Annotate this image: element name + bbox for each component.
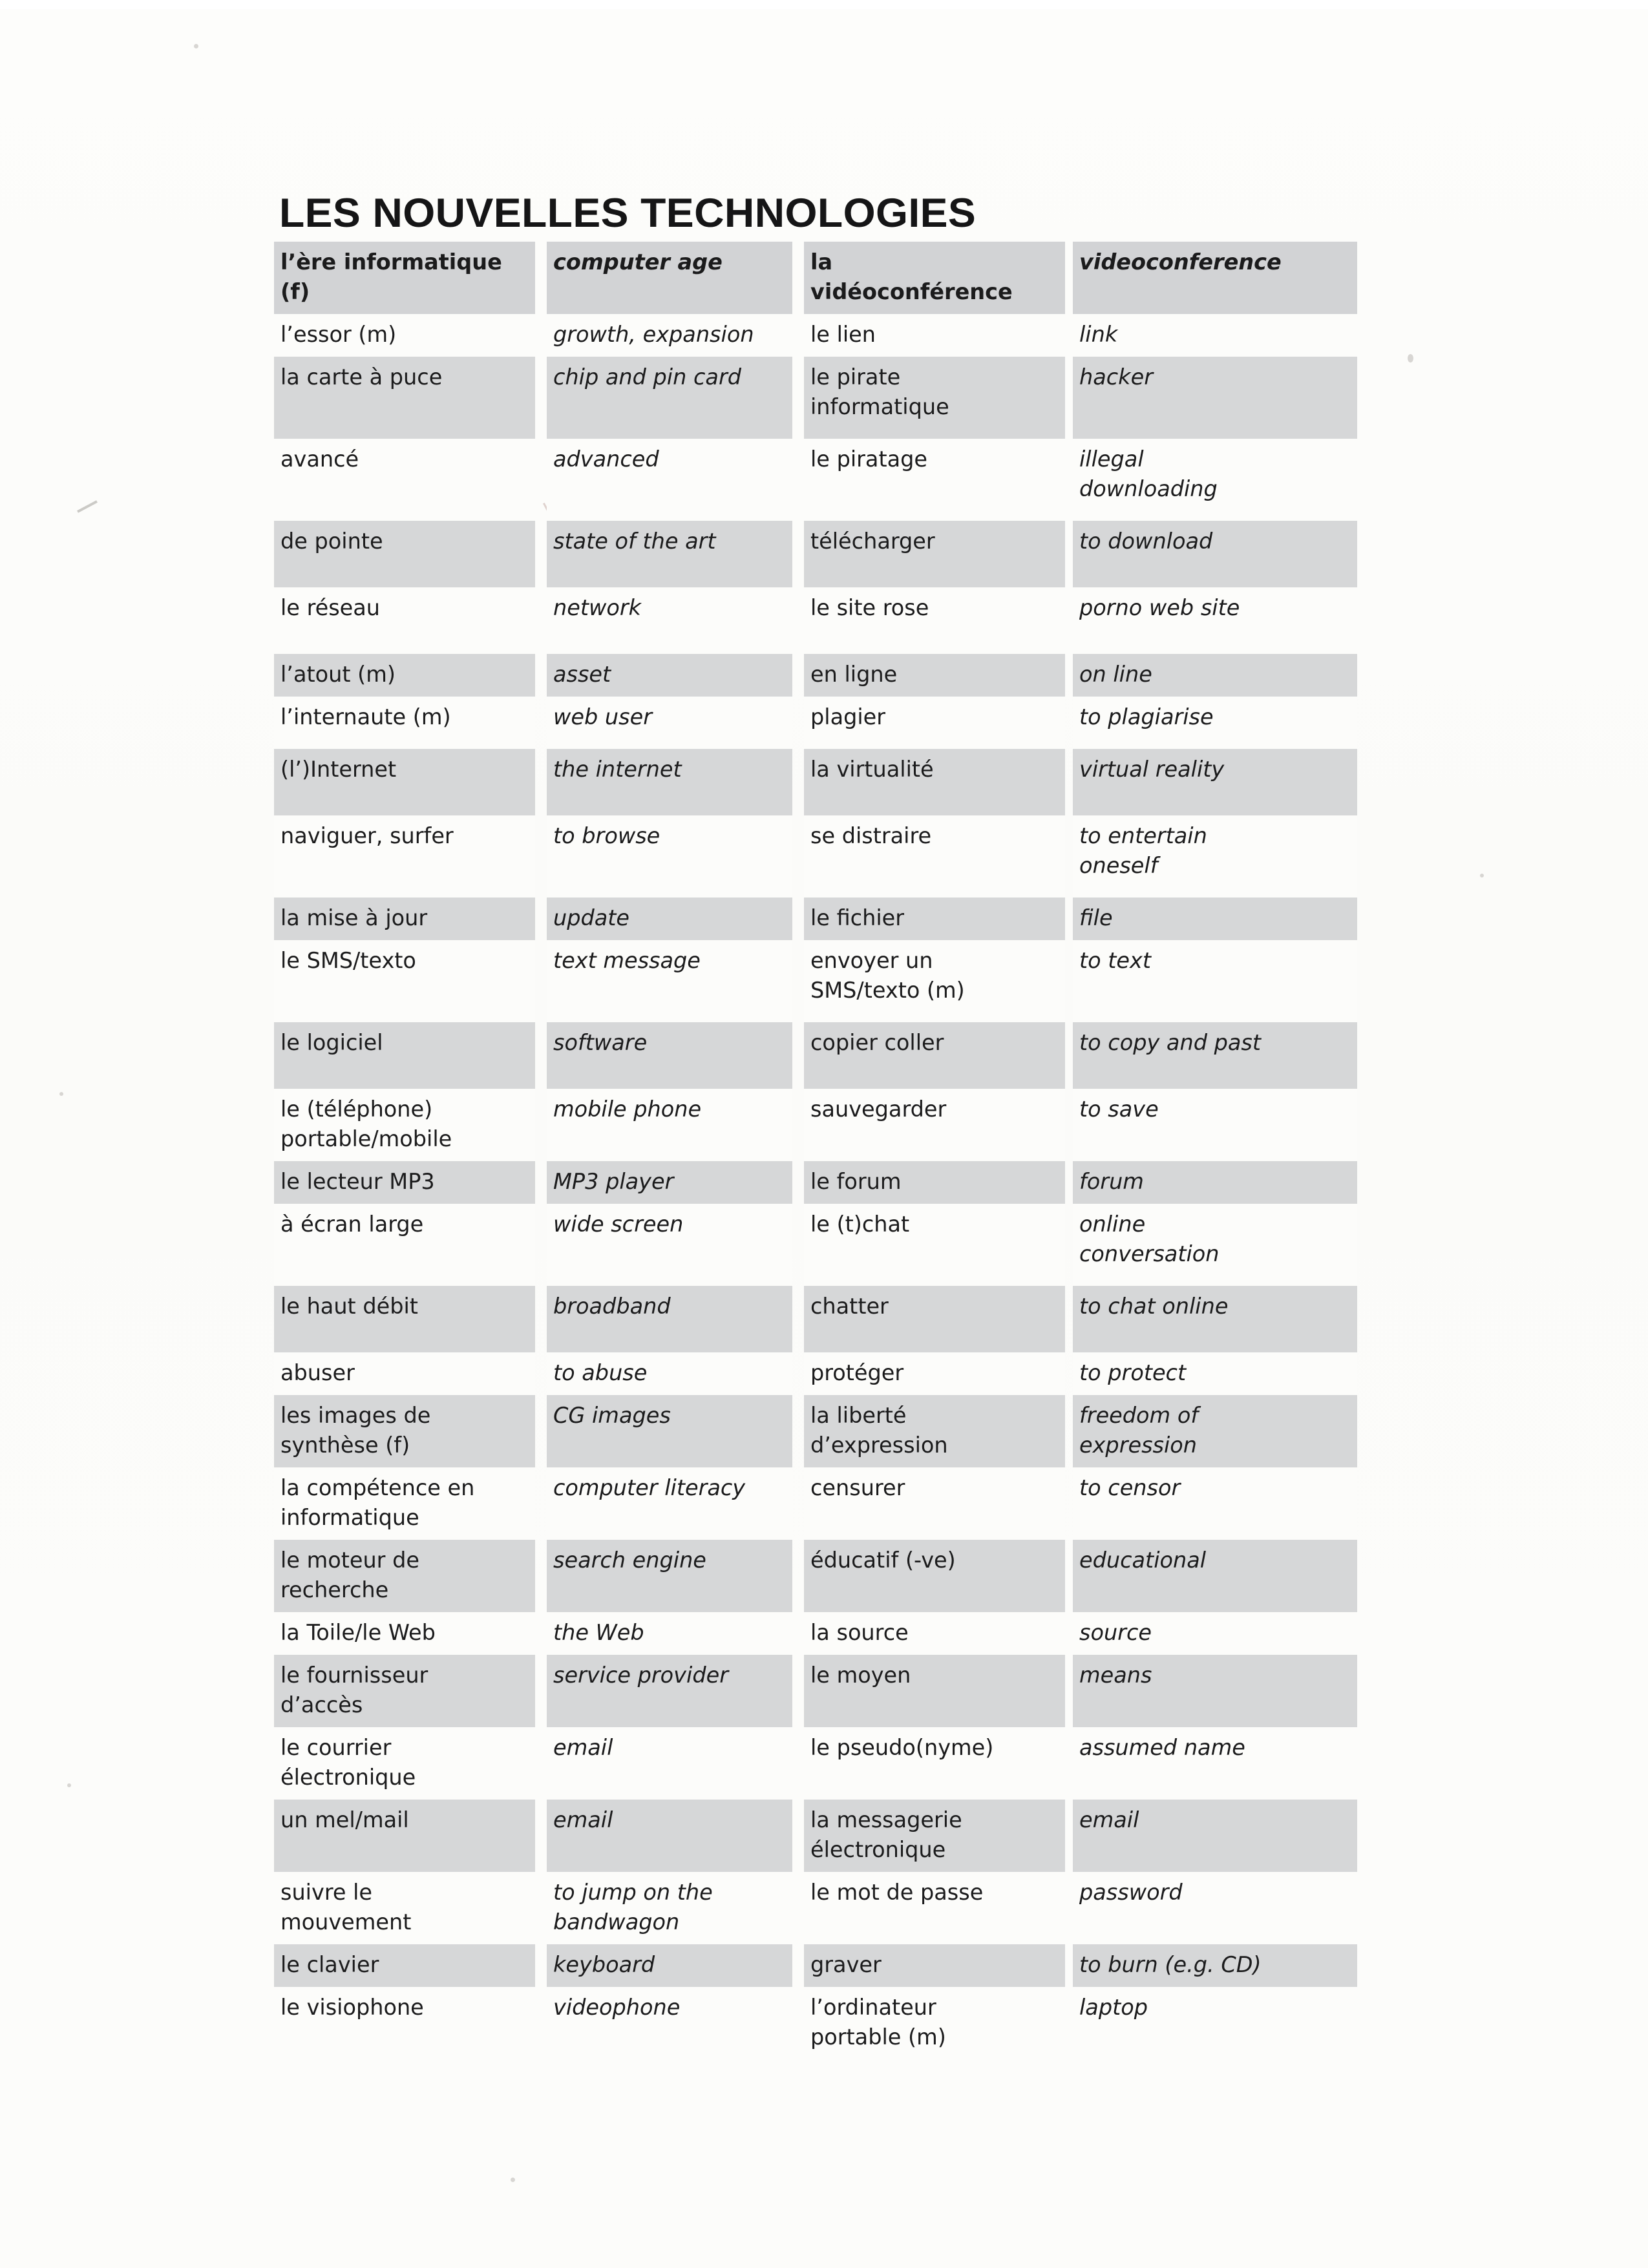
table-cell-en_right — [1073, 1987, 1357, 2059]
table-cell-line: plagier — [810, 704, 886, 730]
table-cell-fr_right — [804, 1727, 1065, 1800]
table-cell-line: to entertain — [1079, 823, 1207, 848]
table-cell-line: télécharger — [810, 529, 935, 554]
table-cell-en_left — [547, 314, 792, 357]
table-cell-en_right — [1073, 1655, 1357, 1727]
table-cell-en_left — [547, 1286, 792, 1352]
table-cell-fr_right — [804, 1944, 1065, 1987]
table-cell-en_left — [547, 654, 792, 697]
table-cell-en_right — [1073, 314, 1357, 357]
table-cell-line: to download — [1079, 529, 1213, 554]
vocabulary-table — [274, 242, 1366, 2059]
table-cell-line: copier coller — [810, 1030, 944, 1055]
table-cell-fr_left — [274, 1987, 535, 2059]
table-cell-fr_right — [804, 898, 1065, 940]
table-cell-line: informatique — [280, 1505, 419, 1530]
scan-artifact-speck-a — [194, 44, 198, 48]
table-cell-line: le visiophone — [280, 1995, 424, 2020]
table-row — [274, 1352, 1366, 1395]
scan-artifact-speck-d — [59, 1092, 63, 1096]
table-cell-fr_right — [804, 1022, 1065, 1089]
table-cell-line: le haut débit — [280, 1294, 418, 1319]
table-cell-en_right — [1073, 1467, 1357, 1540]
table-cell-en_left — [547, 1204, 792, 1286]
table-cell-en_left — [547, 1655, 792, 1727]
table-cell-line: bandwagon — [553, 1909, 680, 1935]
table-cell-en_left — [547, 1089, 792, 1161]
table-cell-en_left — [547, 940, 792, 1022]
table-row — [274, 1286, 1366, 1352]
table-cell-line: portable (m) — [810, 2024, 946, 2050]
table-cell-line: service provider — [553, 1663, 728, 1688]
table-cell-fr_right — [804, 1800, 1065, 1872]
table-cell-fr_right — [804, 1204, 1065, 1286]
table-cell-en_left — [547, 697, 792, 749]
table-cell-line: naviguer, surfer — [280, 823, 454, 848]
table-cell-fr_right — [804, 1395, 1065, 1467]
table-cell-line: text message — [553, 948, 701, 973]
table-cell-line: d’accès — [280, 1692, 363, 1717]
table-cell-fr_right — [804, 1612, 1065, 1655]
table-cell-line: advanced — [553, 446, 659, 472]
table-cell-line: éducatif (-ve) — [810, 1548, 956, 1573]
table-row — [274, 1022, 1366, 1089]
table-cell-line: to abuse — [553, 1360, 648, 1385]
table-cell-line: le lien — [810, 322, 876, 347]
table-cell-en_right — [1073, 654, 1357, 697]
table-cell-line: to text — [1079, 948, 1151, 973]
table-cell-line: to burn (e.g. CD) — [1079, 1952, 1262, 1977]
table-cell-line: la liberté — [810, 1403, 907, 1428]
table-cell-line: (l’)Internet — [280, 757, 397, 782]
column-header-line: computer age — [553, 249, 723, 275]
table-cell-line: le réseau — [280, 595, 381, 620]
table-row — [274, 1987, 1366, 2059]
table-cell-fr_right — [804, 357, 1065, 439]
table-cell-en_right — [1073, 1800, 1357, 1872]
table-cell-line: le (téléphone) — [280, 1097, 433, 1122]
table-cell-line: computer literacy — [553, 1475, 746, 1500]
scan-artifact-speck-e — [67, 1783, 71, 1787]
table-cell-line: avancé — [280, 446, 359, 472]
table-header-row — [274, 242, 1366, 314]
table-cell-line: downloading — [1079, 476, 1218, 501]
table-row — [274, 1612, 1366, 1655]
table-row — [274, 357, 1366, 439]
table-cell-line: password — [1079, 1880, 1183, 1905]
table-cell-en_right — [1073, 1204, 1357, 1286]
table-cell-line: chip and pin card — [553, 364, 741, 390]
table-cell-line: le pirate — [810, 364, 901, 390]
table-cell-fr_left — [274, 1161, 535, 1204]
table-cell-en_left — [547, 1987, 792, 2059]
table-cell-line: porno web site — [1079, 595, 1240, 620]
table-cell-line: graver — [810, 1952, 882, 1977]
table-cell-line: à écran large — [280, 1212, 424, 1237]
table-row — [274, 697, 1366, 749]
table-cell-en_right — [1073, 439, 1357, 521]
table-cell-line: informatique — [810, 394, 949, 419]
table-cell-line: électronique — [810, 1837, 946, 1862]
table-cell-line: keyboard — [553, 1952, 655, 1977]
table-cell-fr_left — [274, 1022, 535, 1089]
table-cell-line: suivre le — [280, 1880, 373, 1905]
table-row — [274, 1800, 1366, 1872]
table-cell-fr_left — [274, 1352, 535, 1395]
table-cell-line: en ligne — [810, 662, 898, 687]
column-header-line: l’ère informatique — [280, 249, 502, 275]
table-cell-line: update — [553, 905, 630, 930]
table-cell-line: portable/mobile — [280, 1126, 452, 1151]
table-cell-line: virtual reality — [1079, 757, 1225, 782]
table-cell-en_left — [547, 587, 792, 654]
table-cell-line: la virtualité — [810, 757, 934, 782]
table-cell-en_right — [1073, 1395, 1357, 1467]
table-cell-en_left — [547, 1727, 792, 1800]
table-cell-en_right — [1073, 1352, 1357, 1395]
table-cell-fr_left — [274, 521, 535, 587]
table-cell-fr_left — [274, 1872, 535, 1944]
table-cell-en_right — [1073, 1161, 1357, 1204]
table-cell-en_right — [1073, 898, 1357, 940]
table-cell-fr_right — [804, 1352, 1065, 1395]
table-cell-line: videophone — [553, 1995, 681, 2020]
table-cell-fr_left — [274, 940, 535, 1022]
table-cell-en_right — [1073, 1089, 1357, 1161]
table-cell-line: recherche — [280, 1577, 389, 1602]
table-cell-line: SMS/texto (m) — [810, 978, 965, 1003]
scan-artifact-speck-f — [511, 2178, 515, 2182]
column-header-line: videoconference — [1079, 249, 1282, 275]
table-cell-line: sauvegarder — [810, 1097, 947, 1122]
table-row — [274, 1655, 1366, 1727]
table-cell-en_left — [547, 439, 792, 521]
table-row — [274, 1727, 1366, 1800]
table-cell-line: la mise à jour — [280, 905, 428, 930]
table-cell-fr_left — [274, 1612, 535, 1655]
table-cell-en_left — [547, 1022, 792, 1089]
table-cell-fr_right — [804, 521, 1065, 587]
table-cell-fr_right — [804, 1540, 1065, 1612]
column-header-line: (f) — [280, 279, 310, 304]
table-cell-fr_right — [804, 1089, 1065, 1161]
table-cell-line: synthèse (f) — [280, 1433, 410, 1458]
table-cell-line: le site rose — [810, 595, 929, 620]
table-cell-fr_right — [804, 1872, 1065, 1944]
scan-artifact-speck-c — [1480, 874, 1484, 877]
table-cell-en_right — [1073, 1022, 1357, 1089]
table-cell-line: link — [1079, 322, 1118, 347]
table-cell-en_left — [547, 521, 792, 587]
table-cell-line: le fichier — [810, 905, 905, 930]
table-row — [274, 898, 1366, 940]
table-cell-line: educational — [1079, 1548, 1207, 1573]
table-cell-line: chatter — [810, 1294, 889, 1319]
table-cell-line: the Web — [553, 1620, 644, 1645]
table-cell-fr_right — [804, 1655, 1065, 1727]
table-cell-line: le lecteur MP3 — [280, 1169, 435, 1194]
scan-artifact-mark-left — [77, 500, 98, 512]
table-row — [274, 587, 1366, 654]
table-cell-line: la Toile/le Web — [280, 1620, 436, 1645]
column-header-line: vidéoconférence — [810, 279, 1013, 304]
table-cell-line: l’atout (m) — [280, 662, 396, 687]
table-cell-fr_left — [274, 439, 535, 521]
table-cell-line: email — [1079, 1807, 1139, 1832]
table-cell-line: hacker — [1079, 364, 1153, 390]
table-cell-line: un mel/mail — [280, 1807, 409, 1832]
table-cell-fr_right — [804, 1467, 1065, 1540]
table-cell-en_left — [547, 749, 792, 815]
table-cell-en_right — [1073, 1286, 1357, 1352]
table-cell-line: le forum — [810, 1169, 902, 1194]
table-cell-en_right — [1073, 940, 1357, 1022]
table-cell-line: le SMS/texto — [280, 948, 416, 973]
table-cell-line: network — [553, 595, 642, 620]
table-cell-fr_right — [804, 940, 1065, 1022]
table-cell-en_left — [547, 1944, 792, 1987]
table-cell-en_right — [1073, 1727, 1357, 1800]
table-cell-line: se distraire — [810, 823, 932, 848]
table-cell-line: illegal — [1079, 446, 1144, 472]
table-cell-fr_right — [804, 697, 1065, 749]
table-cell-line: forum — [1079, 1169, 1144, 1194]
table-cell-en_right — [1073, 1612, 1357, 1655]
table-cell-fr_left — [274, 1727, 535, 1800]
table-cell-line: l’ordinateur — [810, 1995, 936, 2020]
table-cell-line: to save — [1079, 1097, 1159, 1122]
table-cell-fr_left — [274, 1089, 535, 1161]
table-cell-fr_left — [274, 815, 535, 898]
table-cell-line: to jump on the — [553, 1880, 713, 1905]
table-cell-line: l’essor (m) — [280, 322, 397, 347]
page-title: LES NOUVELLES TECHNOLOGIES — [279, 191, 977, 236]
table-cell-fr_left — [274, 1395, 535, 1467]
table-cell-line: software — [553, 1030, 648, 1055]
table-row — [274, 1204, 1366, 1286]
table-cell-en_right — [1073, 1872, 1357, 1944]
table-cell-line: abuser — [280, 1360, 355, 1385]
table-cell-line: le fournisseur — [280, 1663, 428, 1688]
table-cell-en_left — [547, 1612, 792, 1655]
table-row — [274, 1944, 1366, 1987]
table-row — [274, 940, 1366, 1022]
table-cell-fr_right — [804, 815, 1065, 898]
column-header-fr_right — [804, 242, 1065, 314]
table-cell-en_right — [1073, 357, 1357, 439]
table-cell-en_left — [547, 357, 792, 439]
table-cell-fr_right — [804, 314, 1065, 357]
table-cell-line: expression — [1079, 1433, 1198, 1458]
table-cell-line: le moteur de — [280, 1548, 419, 1573]
table-cell-line: l’internaute (m) — [280, 704, 451, 730]
table-cell-fr_left — [274, 357, 535, 439]
table-cell-line: freedom of — [1079, 1403, 1199, 1428]
table-cell-line: le pseudo(nyme) — [810, 1735, 994, 1760]
table-cell-line: oneself — [1079, 853, 1158, 878]
table-row — [274, 439, 1366, 521]
table-cell-line: le courrier — [280, 1735, 392, 1760]
table-cell-line: CG images — [553, 1403, 671, 1428]
table-row — [274, 1540, 1366, 1612]
table-cell-fr_right — [804, 1161, 1065, 1204]
table-cell-fr_left — [274, 1467, 535, 1540]
table-cell-en_right — [1073, 587, 1357, 654]
table-cell-line: les images de — [280, 1403, 431, 1428]
table-cell-line: to protect — [1079, 1360, 1187, 1385]
page-top-edge — [0, 0, 1648, 9]
table-cell-line: wide screen — [553, 1212, 684, 1237]
table-cell-fr_left — [274, 1800, 535, 1872]
table-cell-line: la compétence en — [280, 1475, 475, 1500]
table-cell-line: conversation — [1079, 1241, 1220, 1266]
table-cell-line: électronique — [280, 1765, 416, 1790]
table-cell-fr_left — [274, 1286, 535, 1352]
table-cell-fr_right — [804, 1286, 1065, 1352]
table-cell-line: la carte à puce — [280, 364, 443, 390]
table-cell-line: to plagiarise — [1079, 704, 1214, 730]
table-cell-en_right — [1073, 1540, 1357, 1612]
table-cell-fr_left — [274, 1944, 535, 1987]
table-cell-fr_left — [274, 1655, 535, 1727]
table-cell-line: state of the art — [553, 529, 716, 554]
table-cell-fr_right — [804, 654, 1065, 697]
table-cell-line: on line — [1079, 662, 1152, 687]
table-cell-en_left — [547, 898, 792, 940]
table-cell-line: to browse — [553, 823, 660, 848]
table-row — [274, 1872, 1366, 1944]
table-cell-line: file — [1079, 905, 1113, 930]
table-cell-fr_left — [274, 697, 535, 749]
table-cell-line: la source — [810, 1620, 909, 1645]
table-cell-en_right — [1073, 815, 1357, 898]
column-header-line: la — [810, 249, 833, 275]
column-header-en_right — [1073, 242, 1357, 314]
table-cell-en_left — [547, 815, 792, 898]
table-cell-line: le moyen — [810, 1663, 911, 1688]
table-cell-en_left — [547, 1467, 792, 1540]
table-cell-line: means — [1079, 1663, 1152, 1688]
table-cell-fr_left — [274, 654, 535, 697]
table-cell-line: asset — [553, 662, 611, 687]
table-cell-fr_left — [274, 1204, 535, 1286]
table-row — [274, 521, 1366, 587]
table-row — [274, 1161, 1366, 1204]
table-cell-line: le (t)chat — [810, 1212, 910, 1237]
table-cell-fr_left — [274, 898, 535, 940]
table-cell-line: search engine — [553, 1548, 706, 1573]
column-header-fr_left — [274, 242, 535, 314]
table-cell-line: mouvement — [280, 1909, 412, 1935]
table-cell-en_right — [1073, 521, 1357, 587]
table-cell-en_left — [547, 1161, 792, 1204]
table-row — [274, 314, 1366, 357]
table-cell-line: growth, expansion — [553, 322, 754, 347]
table-cell-line: laptop — [1079, 1995, 1148, 2020]
table-cell-line: MP3 player — [553, 1169, 674, 1194]
table-cell-line: assumed name — [1079, 1735, 1245, 1760]
table-cell-fr_right — [804, 439, 1065, 521]
table-cell-en_right — [1073, 697, 1357, 749]
table-cell-line: to copy and past — [1079, 1030, 1261, 1055]
table-cell-line: source — [1079, 1620, 1152, 1645]
table-cell-line: envoyer un — [810, 948, 933, 973]
table-cell-fr_right — [804, 1987, 1065, 2059]
table-cell-line: broadband — [553, 1294, 671, 1319]
table-cell-line: online — [1079, 1212, 1146, 1237]
table-cell-fr_right — [804, 749, 1065, 815]
table-cell-line: email — [553, 1807, 613, 1832]
table-cell-fr_right — [804, 587, 1065, 654]
table-cell-fr_left — [274, 749, 535, 815]
table-cell-line: le logiciel — [280, 1030, 383, 1055]
table-row — [274, 654, 1366, 697]
table-cell-line: protéger — [810, 1360, 904, 1385]
table-cell-en_left — [547, 1352, 792, 1395]
table-cell-en_right — [1073, 1944, 1357, 1987]
table-cell-line: le mot de passe — [810, 1880, 984, 1905]
table-cell-line: de pointe — [280, 529, 383, 554]
table-cell-line: to chat online — [1079, 1294, 1229, 1319]
table-cell-en_right — [1073, 749, 1357, 815]
table-row — [274, 1395, 1366, 1467]
table-cell-line: d’expression — [810, 1433, 948, 1458]
table-cell-line: mobile phone — [553, 1097, 702, 1122]
table-cell-line: email — [553, 1735, 613, 1760]
table-cell-en_left — [547, 1800, 792, 1872]
table-row — [274, 749, 1366, 815]
table-cell-line: web user — [553, 704, 652, 730]
table-cell-line: le piratage — [810, 446, 927, 472]
table-row — [274, 815, 1366, 898]
column-header-en_left — [547, 242, 792, 314]
table-cell-fr_left — [274, 587, 535, 654]
table-cell-line: le clavier — [280, 1952, 379, 1977]
table-cell-line: la messagerie — [810, 1807, 962, 1832]
table-row — [274, 1089, 1366, 1161]
table-cell-line: to censor — [1079, 1475, 1181, 1500]
table-cell-en_left — [547, 1872, 792, 1944]
table-cell-en_left — [547, 1540, 792, 1612]
scan-artifact-speck-b — [1408, 354, 1413, 362]
table-cell-fr_left — [274, 1540, 535, 1612]
table-cell-fr_left — [274, 314, 535, 357]
table-row — [274, 1467, 1366, 1540]
table-cell-en_left — [547, 1395, 792, 1467]
table-cell-line: censurer — [810, 1475, 905, 1500]
table-cell-line: the internet — [553, 757, 682, 782]
